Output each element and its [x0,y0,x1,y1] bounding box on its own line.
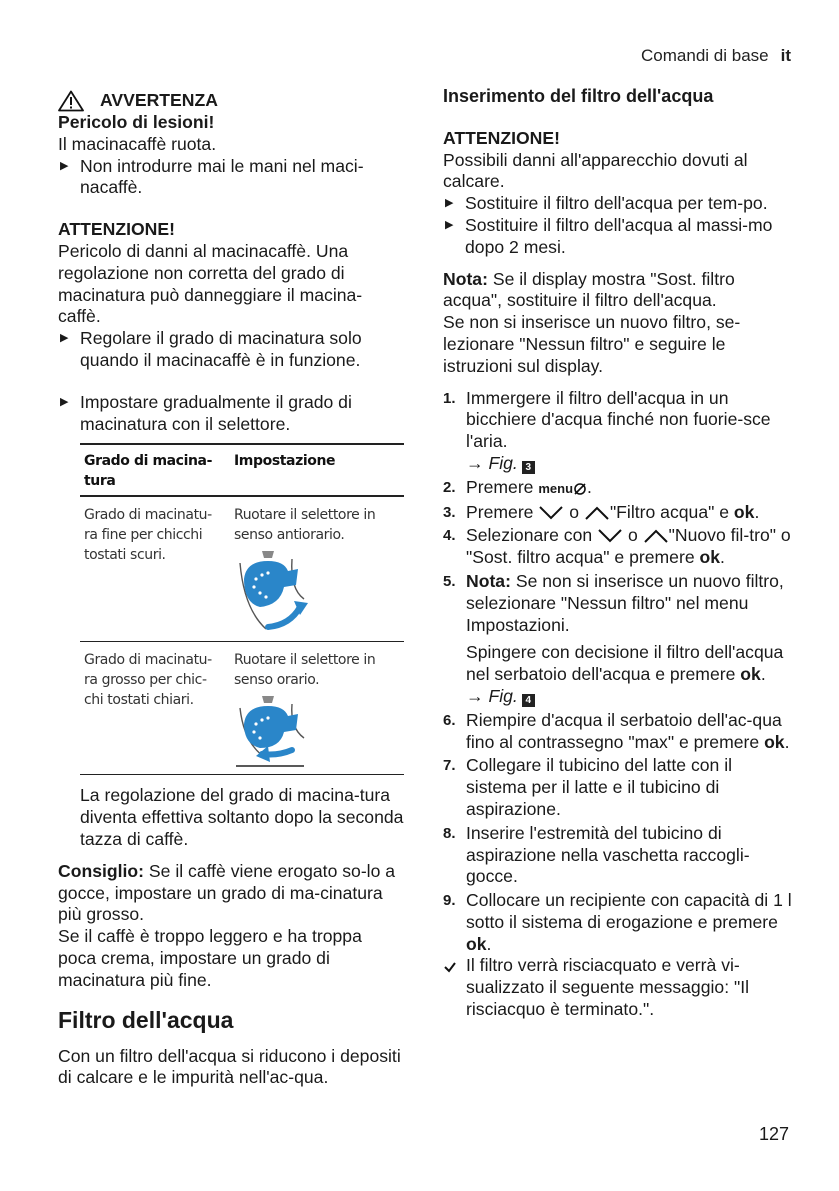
fig-reference: → Fig. 4 [466,686,535,706]
warning-heading [58,90,404,112]
step-text: Se non si inserisce un nuovo filtro, selezionare "Nessun filtro" nel menu Impostazioni. [466,570,784,635]
step-text: "Filtro acqua" e [609,501,730,522]
selector-counterclockwise-icon [234,549,310,635]
attention-title: ATTENZIONE! [58,219,175,240]
chevron-down-icon [538,505,564,521]
note-label: Nota: [443,268,488,289]
warning-triangle-icon [58,90,84,112]
fig-number: 4 [522,694,535,707]
section-title: Filtro dell'acqua [58,1006,234,1033]
step-text: o [627,525,638,546]
step-text: Collocare un recipiente con capacità di 1 l sotto il sistema di erogazione e premere [466,890,792,932]
step-number: 3. [443,503,456,521]
step-7 [443,755,793,820]
grade-cell: Grado di macinatu-ra fine per chicchi tostati scuri. [84,507,212,564]
chevron-up-icon [643,528,669,544]
tip-text: Se il caffè viene erogato so-lo a gocce, impostare un grado di ma-cinatura più grosso. [58,860,396,925]
tip-text-2: Se il caffè è troppo leggero e ha troppa poca crema, impostare un grado di macinatura più fine. [58,926,362,990]
step-text: Inserire l'estremità del tubicino di aspirazione nella vaschetta raccogli-gocce. [466,822,750,887]
tip-paragraph [58,861,404,926]
ok-label: ok [466,933,487,954]
bullet-icon: ▶ [60,395,69,408]
selector-clockwise-icon [234,694,310,768]
step-3: 3. Premere o "Filtro acqua" e ok. [443,501,760,522]
step-1 [443,388,793,475]
ok-label: ok [764,731,785,752]
right-title: Inserimento del filtro dell'acqua [443,86,714,106]
step-text: Selezionare con [466,525,593,546]
step-4: 4. Selezionare con o "Nuovo fil-tro" o "Sost. filtro acqua" e premere ok. [443,525,791,568]
chevron-down-icon [597,528,623,544]
step-number: 4. [443,527,456,545]
result-text: Il filtro verrà risciacquato e verrà vi-sualizzato il seguente messaggio: "Il risciacquo è terminato.". [466,955,750,1020]
result-item [443,955,793,1020]
section-name: Comandi di base [641,46,769,65]
step-number: 2. [443,478,456,496]
list-item [443,215,793,259]
step-2: 2. Premere menu . [443,476,592,497]
attention-title: ATTENZIONE! [443,127,560,148]
note-text: Se il display mostra "Sost. filtro acqua", sostituire il filtro dell'acqua. [443,268,735,311]
step-number: 8. [443,824,456,842]
setting-cell [230,496,404,642]
table-row [80,642,404,775]
step-number: 1. [443,389,456,407]
menu-symbol-icon [573,482,587,496]
warning-subtitle: Pericolo di lesioni! [58,112,215,132]
menu-button-label: menu [538,480,574,496]
setting-text: Ruotare il selettore in senso orario. [234,652,376,689]
fig-number: 3 [522,461,535,474]
note-paragraph [443,269,793,313]
bullet-text: Sostituire il filtro dell'acqua al massi-mo dopo 2 mesi. [465,214,773,257]
bullet-text: Sostituire il filtro dell'acqua per tem-po. [465,193,768,214]
table-header-row [80,444,404,496]
table-header: Grado di macina-tura [84,453,213,490]
page-number: 127 [758,1124,789,1144]
table-row [80,496,404,642]
grade-cell: Grado di macinatu-ra grosso per chic-chi tostati chiari. [84,652,212,709]
tip-label: Consiglio: [58,860,145,881]
language-code: it [780,46,791,65]
step-5: 5. Nota: Se non si inserisce un nuovo filtro, selezionare "Nessun filtro" nel menu Impostazioni. Spingere con decisione il filtro dell'acqua nel serbatoio dell'acqua e premere ok. → Fig. 4 [443,570,784,706]
step-number: 6. [443,711,456,729]
step-9: 9. Collocare un recipiente con capacità di 1 l sotto il sistema di erogazione e premere ok. [443,890,792,954]
note-text-2: Se non si inserisce un nuovo filtro, se-lezionare "Nessun filtro" e seguire le istruzioni sul display. [443,312,741,376]
bullet-icon: ▶ [445,197,454,210]
chevron-up-icon [584,505,610,521]
page-header [641,46,791,66]
step-text: o [569,501,580,522]
step-text: Riempire d'acqua il serbatoio dell'ac-qua fino al contrassegno "max" e premere [466,709,782,752]
step-text: Spingere con decisione il filtro dell'acqua nel serbatoio dell'acqua e premere [466,642,784,685]
step-text: Premere [466,476,534,497]
list-item [58,392,404,436]
bullet-text: Non introdurre mai le mani nel maci-nacaffè. [80,155,364,198]
checkmark-icon [443,960,457,974]
right-column [443,86,793,1021]
step-text: "Nuovo fil-tro" o "Sost. filtro acqua" e premere [466,525,791,568]
list-item [443,193,793,215]
step-6: 6. Riempire d'acqua il serbatoio dell'ac-qua fino al contrassegno "max" e premere ok. [443,709,790,752]
step-8 [443,823,793,888]
note-label: Nota: [466,570,511,591]
step-text: Collegare il tubicino del latte con il sistema per il latte e il tubicino di aspirazione. [466,755,733,819]
bullet-icon: ▶ [445,218,454,231]
ok-label: ok [740,664,761,685]
ok-label: ok [733,501,755,522]
warning-title: AVVERTENZA [100,90,218,111]
list-item [58,328,404,372]
grind-table [80,443,404,775]
attention-text: Possibili danni all'apparecchio dovuti al calcare. [443,149,748,192]
ok-label: ok [699,547,721,568]
after-table-text: La regolazione del grado di macina-tura diventa effettiva soltanto dopo la seconda tazza di caffè. [80,785,404,849]
step-text: Immergere il filtro dell'acqua in un bicchiere d'acqua finché non fuorie-sce l'aria. [466,387,771,452]
setting-text: Ruotare il selettore in senso antiorario. [234,507,376,544]
bullet-text: Impostare gradualmente il grado di macinatura con il selettore. [80,391,352,434]
step-number: 5. [443,572,456,590]
bullet-icon: ▶ [60,332,69,345]
step-number: 9. [443,892,456,910]
table-header: Impostazione [234,453,336,470]
setting-cell [230,642,404,775]
fig-reference: → Fig. 3 [466,453,535,473]
left-column [58,86,404,1089]
step-number: 7. [443,757,456,775]
section-text: Con un filtro dell'acqua si riducono i depositi di calcare e le impurità nell'ac-qua. [58,1045,401,1088]
list-item [58,156,404,200]
attention-text: Pericolo di danni al macinacaffè. Una regolazione non corretta del grado di macinatura può danneggiare il macina-caffè. [58,240,363,327]
bullet-icon: ▶ [60,159,69,172]
step-text: Premere [466,501,534,522]
warning-text: Il macinacaffè ruota. [58,133,217,154]
bullet-text: Regolare il grado di macinatura solo quando il macinacaffè è in funzione. [80,328,362,370]
